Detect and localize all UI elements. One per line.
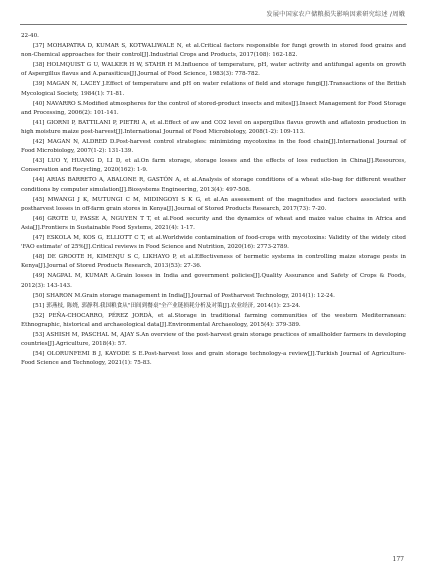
reference-entry: [52] PEÑA-CHOCARRO, PÉREZ JORDÀ, et al.Storage in traditional farming communities of the western Mediterranean: Ethnographic, historical and archaeological data[J].Environmental Archaeology, 2015(4): 379-389. [21, 312, 406, 328]
reference-entry: [39] MAGAN N, LACEY J.Effect of temperature and pH on water relations of field and storage fungi[J].Transactions of the British Mycological Society, 1984(1): 71-81. [21, 81, 406, 97]
reference-entry: [42] MAGAN N, ALDRED D.Post-harvest control strategies: minimizing mycotoxins in the food chain[J].International Journal of Food Microbiology, 2007(1-2): 131-139. [21, 139, 406, 155]
reference-entry: [45] MWANGI J K, MUTUNGI C M, MIDINGOYI S K G, et al.An assessment of the magnitudes and factors associated with postharvest losses in off-farm grain stores in Kenya[J].Journal of Stored Products Research, 2017(73): 7-20. [21, 196, 406, 212]
reference-entry: [43] LUO Y, HUANG D, LI D, et al.On farm storage, storage losses and the effects of loss reduction in China[J].Resources, Conservation and Recycling, 2020(162): 1-9. [21, 158, 406, 174]
reference-entry: [44] ARIAS BARRETO A, ABALONE R, GASTÓN A, et al.Analysis of storage conditions of a wheat silo-bag for different weather conditions by computer simulation[J].Biosystems Engineering, 2013(4): 497-508. [21, 177, 406, 193]
reference-entry: [46] GROTE U, FASSE A, NGUYEN T T, et al.Food security and the dynamics of wheat and maize value chains in Africa and Asia[J].Frontiers in Sustainable Food Systems, 2021(4): 1-17. [21, 215, 406, 232]
reference-entry: [47] ESKOLA M, KOS G, ELLIOTT C T, et al.Worldwide contamination of food-crops with mycotoxins: Validity of the widely cited 'FAO estimate' of 25%[J].Critical reviews in Food Science and Nutrition, 2020(16): 2773-2789. [21, 235, 406, 251]
reference-entry: [48] DE GROOTE H, KIMENJU S C, LIKHAYO P, et al.Effectiveness of hermetic systems in controlling maize storage pests in Kenya[J].Journal of Stored Products Research, 2013(53): 27-36. [21, 254, 406, 270]
reference-entry: [41] GIORNI P, BATTILANI P, PIETRI A, et al.Effect of aw and CO2 level on aspergillus flavus growth and aflatoxin production in high moisture maize post-harvest[J].International Journal of Food Microbiology, 2008(1-2): 109-113. [21, 119, 406, 136]
reference-entry: [51] 郭燕枝, 陈娆, 郭静利.我国粮食从"田间到餐桌"全产业链损耗分析及对策[J].农业经济, 2014(1): 23-24. [33, 302, 301, 309]
reference-entry: [53] ASHISH M, PASCHAL M, AJAY S.An overview of the post-harvest grain storage practices of smallholder farmers in developing countries[J].Agriculture, 2018(4): 57. [21, 331, 406, 348]
running-header: 发展中国家农户储粮损失影响因素研究综述 /周娥 [266, 11, 405, 18]
header-divider [20, 24, 407, 25]
reference-entry: [50] SHARON M.Grain storage management in India[J].Journal of Postharvest Technology, 2014(1): 12-24. [33, 292, 335, 299]
reference-entry: [37] MOHAPATRA D, KUMAR S, KOTWALIWALE N, et al.Critical factors responsible for fungi growth in stored food grains and non-Chemical approaches for their control[J].Industrial Crops and Products, 2017(108): 162-182. [21, 43, 406, 59]
reference-entry: [54] OLORUNFEMI B J, KAYODE S E.Post-harvest loss and grain storage technology-a review[J].Turkish Journal of Agriculture-Food Science and Technology, 2021(1): 75-83. [21, 351, 406, 367]
reference-entry: 22-40. [21, 33, 39, 39]
page-number: 177 [392, 556, 404, 563]
reference-entry: [40] NAVARRO S.Modified atmospheres for the control of stored-product insects and mites[J].Insect Management for Food Storage and Processing, 2006(2): 101-141. [21, 100, 406, 116]
reference-entry: [49] NAGPAL M, KUMAR A.Grain losses in India and government policies[J].Quality Assurance and Safety of Crops & Foods, 2012(3): 143-143. [21, 273, 406, 289]
reference-list [21, 32, 406, 369]
reference-entry: [38] HOLMQUIST G U, WALKER H W, STAHR H M.Influence of temperature, pH, water activity and antifungal agents on growth of Aspergillus flavus and A.parasiticus[J].Journal of Food Science, 1983(3): 778-782. [21, 62, 406, 78]
